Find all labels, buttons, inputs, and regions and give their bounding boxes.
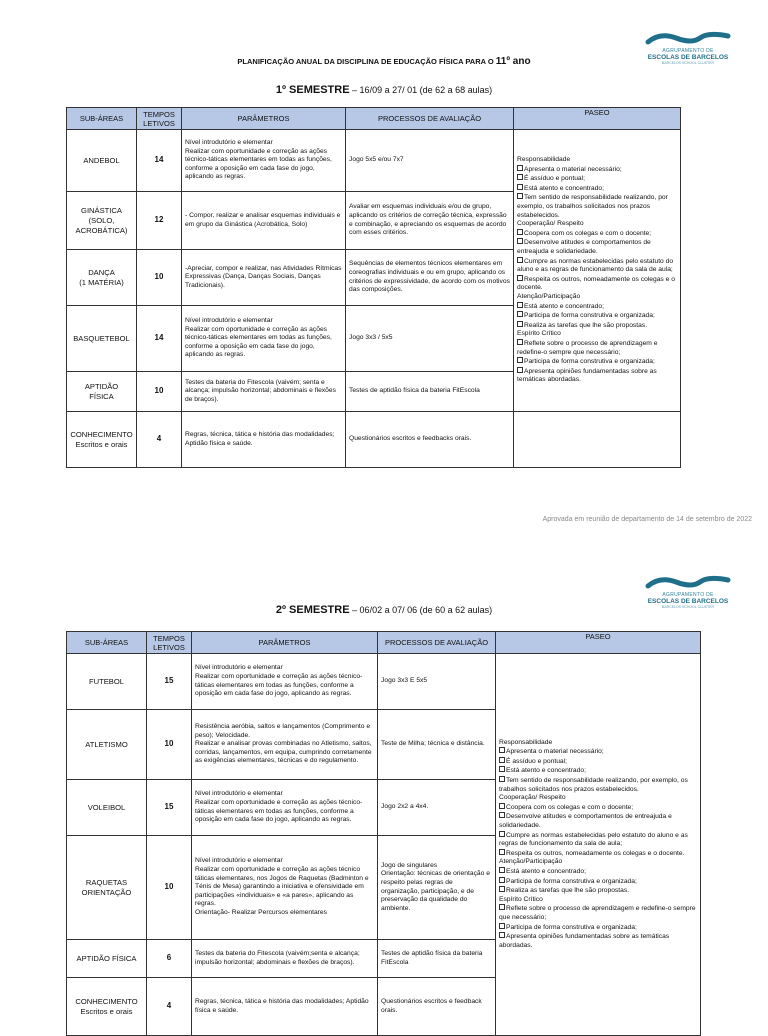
processo-avaliacao-cell (346, 250, 514, 306)
parametros-cell (182, 192, 346, 250)
sub-area-line: (1 MATÉRIA) (79, 277, 124, 287)
tempos-letivos-cell: 4 (137, 412, 182, 468)
sub-area-line: BASQUETEBOL (73, 333, 130, 343)
parametro-line: -Apreciar, compor e realizar, nas Atividades Rítmicas Expressivas (Dança, Danças Sociais, Danças Tradicionais). (185, 264, 342, 289)
header-parametros: PARÂMETROS (182, 108, 346, 130)
checkbox-icon (499, 812, 505, 818)
school-logo (638, 30, 738, 76)
parametros-cell (192, 710, 378, 780)
sub-area-cell (67, 836, 147, 940)
paseo-item: É assíduo e pontual; (517, 174, 677, 184)
checkbox-icon (517, 367, 523, 373)
processo-line: Testes de aptidão física da bateria FitEscola (349, 387, 480, 395)
processo-line: Teste de Milha; técnica e distância. (381, 740, 485, 748)
processo-avaliacao-cell (378, 654, 496, 710)
processo-avaliacao-cell (346, 412, 514, 468)
sub-area-cell (67, 710, 147, 780)
paseo-category: Atenção/Participação (517, 292, 581, 300)
tempos-letivos-cell: 12 (137, 192, 182, 250)
processo-line: Jogo 2x2 a 4x4. (381, 803, 429, 811)
sub-area-cell (67, 978, 147, 1036)
paseo-item: Cumpre as normas estabelecidas pelo estatuto do aluno e as regras de funcionamento da sala de aula; (517, 257, 674, 274)
tempos-letivos-cell: 6 (147, 940, 192, 978)
approval-note: Aprovada em reunião de departamento de 14 de setembro de 2022 (542, 516, 752, 523)
parametro-line: Testes da bateria do Fitescola (vaivém;senta e alcança; impulsão horizontal; abdominais e flexões de braços). (195, 949, 360, 966)
checkbox-icon (517, 311, 523, 317)
sub-area-line: APTIDÃO (84, 381, 119, 391)
checkbox-icon (517, 257, 523, 263)
sub-area-line: FUTEBOL (88, 676, 125, 686)
processo-line: Questionários escritos e feedback orais. (381, 997, 482, 1014)
processo-line: Orientação: técnicas de orientação e respeito pelas regras de organização, participação, e de preservação da qualidade do ambiente. (381, 870, 490, 912)
parametro-line: Testes da bateria do Fitescola (vaivém; senta e alcança; impulsão horizontal; abdominais e flexões de braços). (185, 378, 336, 403)
header-processos-avaliacao: PROCESSOS DE AVALIAÇÃO (378, 632, 496, 654)
sub-area-line: RAQUETAS (85, 877, 128, 887)
paseo-item: Participa de forma construtiva e organizada; (499, 923, 697, 933)
sub-area-cell (67, 192, 137, 250)
paseo-item: Apresenta opiniões fundamentadas sobre as temáticas abordadas. (517, 367, 657, 384)
checkbox-icon (499, 757, 505, 763)
sub-area-cell (67, 306, 137, 372)
paseo-item: Desenvolve atitudes e comportamentos de entreajuda e solidariedade. (499, 813, 672, 830)
checkbox-icon (517, 174, 523, 180)
paseo-category: Cooperação/ Respeito (499, 794, 566, 802)
paseo-item: Coopera com os colegas e com o docente; (499, 803, 697, 813)
paseo-cell (496, 654, 701, 1036)
checkbox-icon (499, 886, 505, 892)
semester-1-heading (0, 84, 768, 96)
checkbox-icon (499, 923, 505, 929)
checkbox-icon (499, 904, 505, 910)
sub-area-line: ATLETISMO (85, 739, 128, 749)
paseo-category: Cooperação/ Respeito (517, 220, 584, 228)
semester-1-name: 1º SEMESTRE (275, 84, 350, 96)
parametros-cell (192, 978, 378, 1036)
parametros-cell (192, 940, 378, 978)
paseo-item: Está atento e concentrado; (499, 766, 697, 776)
paseo-item: Apresenta o material necessário; (517, 165, 677, 175)
sub-area-cell (67, 654, 147, 710)
checkbox-icon (517, 238, 523, 244)
tempos-letivos-cell: 15 (147, 780, 192, 836)
processo-avaliacao-cell (378, 710, 496, 780)
tempos-letivos-cell: 10 (137, 372, 182, 412)
checkbox-icon (517, 184, 523, 190)
parametro-line: Nível introdutório e elementar (195, 664, 283, 672)
title-year: 11º ano (495, 56, 531, 67)
sub-area-cell (67, 372, 137, 412)
processo-avaliacao-cell (346, 130, 514, 192)
paseo-category: Atenção/Participação (499, 858, 563, 866)
paseo-item: Coopera com os colegas e com o docente; (517, 229, 677, 239)
checkbox-icon (517, 302, 523, 308)
processo-line: Sequências de elementos técnicos elementares em coreografias individuais e ou em grupo, aplicando os critérios de expressividade, de acordo com os motivos das composições. (349, 260, 510, 294)
checkbox-icon (499, 803, 505, 809)
paseo-item: É assíduo e pontual; (499, 757, 697, 767)
sub-area-line: DANÇA (88, 267, 115, 277)
checkbox-icon (499, 932, 505, 938)
tempos-letivos-cell: 10 (137, 250, 182, 306)
header-paseo: PASEO (496, 632, 701, 654)
paseo-item: Participa de forma construtiva e organizada; (499, 877, 697, 887)
logo-line-2: ESCOLAS DE BARCELOS (647, 598, 729, 605)
parametro-line: - Compor, realizar e analisar esquemas individuais e em grupo da Ginástica (Acrobática, Solo) (185, 211, 341, 228)
parametro-line: Resistência aeróbia, saltos e lançamentos (Comprimento e peso); Velocidade. (195, 723, 371, 739)
logo-line-2: ESCOLAS DE BARCELOS (647, 54, 729, 61)
checkbox-icon (517, 229, 523, 235)
paseo-item: Reflete sobre o processo de aprendizagem e redefine-o sempre que necessário; (517, 339, 658, 356)
parametros-cell (182, 250, 346, 306)
sub-area-line: ORIENTAÇÃO (81, 887, 132, 897)
wave-logo-icon (638, 30, 738, 48)
parametros-cell (192, 654, 378, 710)
wave-logo-icon (638, 574, 738, 592)
sub-area-line: FÍSICA (89, 391, 114, 401)
paseo-item: Reflete sobre o processo de aprendizagem e redefine-o sempre que necessário; (499, 905, 696, 921)
paseo-cell (514, 130, 681, 412)
parametros-cell (182, 372, 346, 412)
table-row (67, 654, 701, 710)
processo-avaliacao-cell (346, 192, 514, 250)
table-row (67, 130, 681, 192)
parametros-cell (192, 836, 378, 940)
paseo-item: Tem sentido de responsabilidade realizando, por exemplo, os trabalhos solicitados nos prazos estabelecidos. (517, 194, 668, 219)
paseo-item: Apresenta opiniões fundamentadas sobre as temáticas abordadas. (499, 933, 670, 949)
paseo-item: Realiza as tarefas que lhe são propostas. (517, 321, 677, 331)
checkbox-icon (517, 165, 523, 171)
sub-area-line: ACROBÁTICA) (75, 225, 128, 235)
parametro-line: Realizar com oportunidade e correção as ações técnico-táticas elementares em todas as funções, conforme a oposição em cada fase do jogo, aplicando as regras. (195, 672, 363, 698)
header-parametros: PARÂMETROS (192, 632, 378, 654)
header-tempos-letivos: TEMPOS LETIVOS (137, 108, 182, 130)
sub-area-cell (67, 250, 137, 306)
paseo-category: Espírito Crítico (499, 895, 543, 903)
parametros-cell (182, 306, 346, 372)
header-processos-avaliacao: PROCESSOS DE AVALIAÇÃO (346, 108, 514, 130)
processo-line: Avaliar em esquemas individuais e/ou de grupo, aplicando os critérios de correção técnica, expressão e combinação, e apreciando os esquemas de acordo com esses critérios. (349, 203, 507, 237)
processo-avaliacao-cell (378, 780, 496, 836)
parametro-line: Regras, técnica, tática e história das modalidades; Aptidão física e saúde. (185, 430, 335, 447)
parametro-line: Nível introdutório e elementar (185, 317, 273, 325)
parametro-line: Nível introdutório e elementar (195, 857, 283, 865)
paseo-category: Responsabilidade (517, 156, 571, 164)
checkbox-icon (499, 747, 505, 753)
paseo-item: Participa de forma construtiva e organizada; (517, 357, 677, 367)
sub-area-line: CONHECIMENTO (70, 429, 133, 439)
parametro-line: Realizar com oportunidade e correção as ações técnico táticas elementares, nos Jogos de Raquetas (Badminton e Ténis de Mesa) garantindo a iniciativa e ofensividade em participações «individuais» e «a pares», aplicando as regras. (195, 866, 369, 908)
sub-area-line: VOLEIBOL (87, 802, 126, 812)
sub-area-line: ANDEBOL (83, 155, 120, 165)
sub-area-line: Escritos e orais (75, 439, 128, 449)
parametros-cell (182, 130, 346, 192)
semester-2-dates: – 06/02 a 07/ 06 (de 60 a 62 aulas) (352, 605, 493, 615)
processo-line: Jogo 5x5 e/ou 7x7 (349, 156, 404, 164)
sub-area-line: Escritos e orais (80, 1006, 133, 1016)
processo-avaliacao-cell (378, 836, 496, 940)
parametro-line: Regras, técnica, tática e história das modalidades; Aptidão física e saúde. (195, 997, 369, 1014)
document-title (0, 56, 768, 67)
parametros-cell (192, 780, 378, 836)
sub-area-line: APTIDÃO FÍSICA (76, 953, 137, 963)
checkbox-icon (499, 831, 505, 837)
sub-area-cell (67, 780, 147, 836)
checkbox-icon (517, 275, 523, 281)
paseo-item: Está atento e concentrado; (517, 302, 677, 312)
paseo-category: Espírito Crítico (517, 330, 561, 338)
tempos-letivos-cell: 4 (147, 978, 192, 1036)
parametro-line: Realizar com oportunidade e correção as ações técnico-táticas elementares em todas as funções, conforme a oposição em cada fase do jogo, aplicando as regras. (185, 325, 332, 359)
tempos-letivos-cell: 10 (147, 836, 192, 940)
sub-area-line: (SOLO, (88, 215, 115, 225)
paseo-item: Está atento e concentrado; (517, 184, 677, 194)
checkbox-icon (517, 357, 523, 363)
checkbox-icon (517, 193, 523, 199)
semester-2-table (66, 631, 701, 1036)
paseo-item: Está atento e concentrado; (499, 867, 697, 877)
processo-line: Jogo 3x3 E 5x5 (381, 677, 428, 685)
tempos-letivos-cell: 10 (147, 710, 192, 780)
paseo-item: Tem sentido de responsabilidade realizando, por exemplo, os trabalhos solicitados nos prazos estabelecidos. (499, 777, 688, 793)
logo-line-1: AGRUPAMENTO DE (662, 592, 714, 598)
checkbox-icon (499, 867, 505, 873)
processo-avaliacao-cell (378, 978, 496, 1036)
semester-1-dates: – 16/09 a 27/ 01 (de 62 a 68 aulas) (352, 85, 493, 95)
parametro-line: Orientação- Realizar Percursos elementares (195, 908, 327, 916)
checkbox-icon (517, 339, 523, 345)
parametro-line: Realizar com oportunidade e correção as ações técnico-táticas elementares em todas as funções, conforme a oposição em cada fase do jogo, aplicando as regras. (195, 798, 363, 824)
header-sub-areas: SUB-ÁREAS (67, 632, 147, 654)
paseo-item: Cumpre as normas estabelecidas pelo estatuto do aluno e as regras de funcionamento da sala de aula; (499, 831, 688, 848)
logo-line-3: BARCELOS SCHOOL CLUSTER (662, 61, 714, 65)
checkbox-icon (499, 849, 505, 855)
processo-avaliacao-cell (346, 372, 514, 412)
parametro-line: Realizar com oportunidade e correção as ações técnico-táticas elementares em todas as funções, conforme a oposição em cada fase do jogo, aplicando as regras. (185, 147, 332, 181)
sub-area-cell (67, 940, 147, 978)
checkbox-icon (499, 766, 505, 772)
parametro-line: Nível introdutório e elementar (195, 790, 283, 798)
paseo-category: Responsabilidade (499, 738, 553, 746)
sub-area-line: GINÁSTICA (81, 205, 122, 215)
paseo-item: Respeita os outros, nomeadamente os colegas e o docente. (517, 275, 675, 292)
tempos-letivos-cell: 15 (147, 654, 192, 710)
processo-line: Questionários escritos e feedbacks orais. (349, 435, 472, 443)
processo-avaliacao-cell (346, 306, 514, 372)
paseo-item: Respeita os outros, nomeadamente os colegas e o docente. (499, 849, 697, 859)
semester-1-table (66, 107, 681, 468)
paseo-item: Participa de forma construtiva e organizada; (517, 311, 677, 321)
parametro-line: Nível introdutório e elementar (185, 139, 273, 147)
checkbox-icon (499, 776, 505, 782)
header-sub-areas: SUB-ÁREAS (67, 108, 137, 130)
title-text: PLANIFICAÇÃO ANUAL DA DISCIPLINA DE EDUCAÇÃO FÍSICA PARA O (237, 57, 494, 66)
parametros-cell (182, 412, 346, 468)
paseo-item: Desenvolve atitudes e comportamentos de entreajuda e solidariedade. (517, 239, 651, 256)
sub-area-line: CONHECIMENTO (75, 996, 138, 1006)
processo-line: Testes de aptidão física da bateria FitEscola (381, 949, 483, 966)
paseo-item: Realiza as tarefas que lhe são propostas. (499, 886, 697, 896)
paseo-empty-cell (514, 412, 681, 468)
processo-avaliacao-cell (378, 940, 496, 978)
sub-area-cell (67, 412, 137, 468)
parametro-line: Realizar e analisar provas combinadas no Atletismo, saltos, corridas, lançamentos, em equipa, cumprindo corretamente as exigências elementares, técnicas e do regulamento. (195, 740, 372, 765)
tempos-letivos-cell: 14 (137, 130, 182, 192)
checkbox-icon (517, 321, 523, 327)
semester-2-heading (0, 604, 768, 616)
checkbox-icon (499, 877, 505, 883)
header-paseo: PASEO (514, 108, 681, 130)
tempos-letivos-cell: 14 (137, 306, 182, 372)
semester-2-name: 2º SEMESTRE (275, 604, 350, 616)
header-tempos-letivos: TEMPOS LETIVOS (147, 632, 192, 654)
processo-line: Jogo 3x3 / 5x5 (349, 334, 393, 342)
processo-line: Jogo de singulares (381, 861, 438, 869)
logo-line-3: BARCELOS SCHOOL CLUSTER (662, 605, 714, 609)
logo-line-1: AGRUPAMENTO DE (662, 48, 714, 54)
sub-area-cell (67, 130, 137, 192)
table-row (67, 412, 681, 468)
paseo-item: Apresenta o material necessário; (499, 747, 697, 757)
